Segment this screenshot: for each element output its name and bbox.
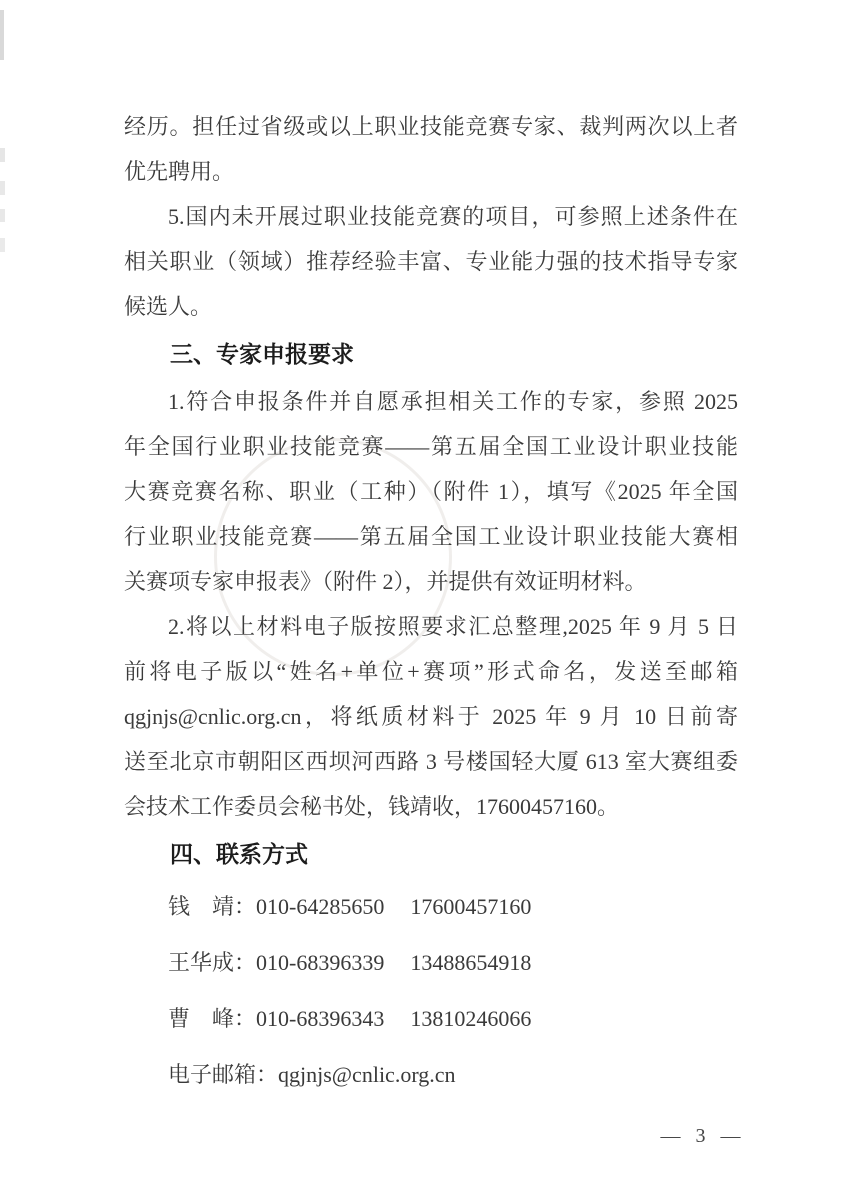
document-body (124, 104, 738, 1103)
contact-mobile: 13488654918 (410, 950, 532, 975)
contact-phone: 010-68396339 (256, 950, 385, 975)
document-line: 前将电子版以“姓名+单位+赛项”形式命名，发送至邮箱 (124, 659, 738, 684)
document-line: 年全国行业职业技能竞赛——第五届全国工业设计职业技能 (124, 434, 738, 459)
scan-artifact (0, 148, 5, 162)
email-address: qgjnjs@cnlic.org.cn (278, 1062, 456, 1087)
paragraph-item1 (124, 379, 738, 604)
document-line: 优先聘用。 (124, 159, 235, 184)
contact-list (124, 879, 738, 1103)
document-line: 行业职业技能竞赛——第五届全国工业设计职业技能大赛相 (124, 524, 738, 549)
page-number: — 3 — (660, 1125, 746, 1147)
document-line: 1.符合申报条件并自愿承担相关工作的专家，参照 2025 (168, 389, 738, 414)
email-label: 电子邮箱： (168, 1062, 279, 1087)
contact-mobile: 17600457160 (410, 894, 532, 919)
contact-phone: 010-64285650 (256, 894, 385, 919)
document-line: qgjnjs@cnlic.org.cn，将纸质材料于 2025 年 9 月 10 日前寄 (124, 704, 738, 729)
document-line: 5.国内未开展过职业技能竞赛的项目，可参照上述条件在 (168, 204, 738, 229)
contact-row (124, 991, 738, 1047)
document-line: 2.将以上材料电子版按照要求汇总整理,2025 年 9 月 5 日 (168, 614, 738, 639)
document-line: 关赛项专家申报表》（附件 2），并提供有效证明材料。 (124, 569, 647, 594)
section-heading-expert-application-requirements: 三、专家申报要求 (170, 341, 354, 367)
contact-row (124, 879, 738, 935)
contact-name: 王华成： (168, 950, 257, 975)
scan-artifact (0, 209, 5, 222)
contact-mobile: 13810246066 (410, 1006, 532, 1031)
document-line: 经历。担任过省级或以上职业技能竞赛专家、裁判两次以上者 (124, 114, 738, 139)
document-line: 送至北京市朝阳区西坝河西路 3 号楼国轻大厦 613 室大赛组委 (124, 749, 738, 774)
paragraph-intro (124, 104, 738, 194)
document-line: 会技术工作委员会秘书处，钱靖收，17600457160。 (124, 794, 620, 819)
contact-email-row (124, 1047, 738, 1103)
document-line: 相关职业（领域）推荐经验丰富、专业能力强的技术指导专家 (124, 249, 738, 274)
contact-phone: 010-68396343 (256, 1006, 385, 1031)
scan-artifact (0, 181, 5, 195)
contact-name: 曹 峰： (168, 1006, 257, 1031)
paragraph-item2 (124, 604, 738, 829)
paragraph-item5 (124, 194, 738, 329)
scan-artifact (0, 10, 4, 60)
document-line: 大赛竞赛名称、职业（工种）（附件 1），填写《2025 年全国 (124, 479, 738, 504)
section-heading-contact-info: 四、联系方式 (170, 841, 308, 867)
contact-name: 钱 靖： (168, 894, 257, 919)
document-line: 候选人。 (124, 294, 213, 319)
scan-artifact (0, 238, 5, 252)
contact-row (124, 935, 738, 991)
